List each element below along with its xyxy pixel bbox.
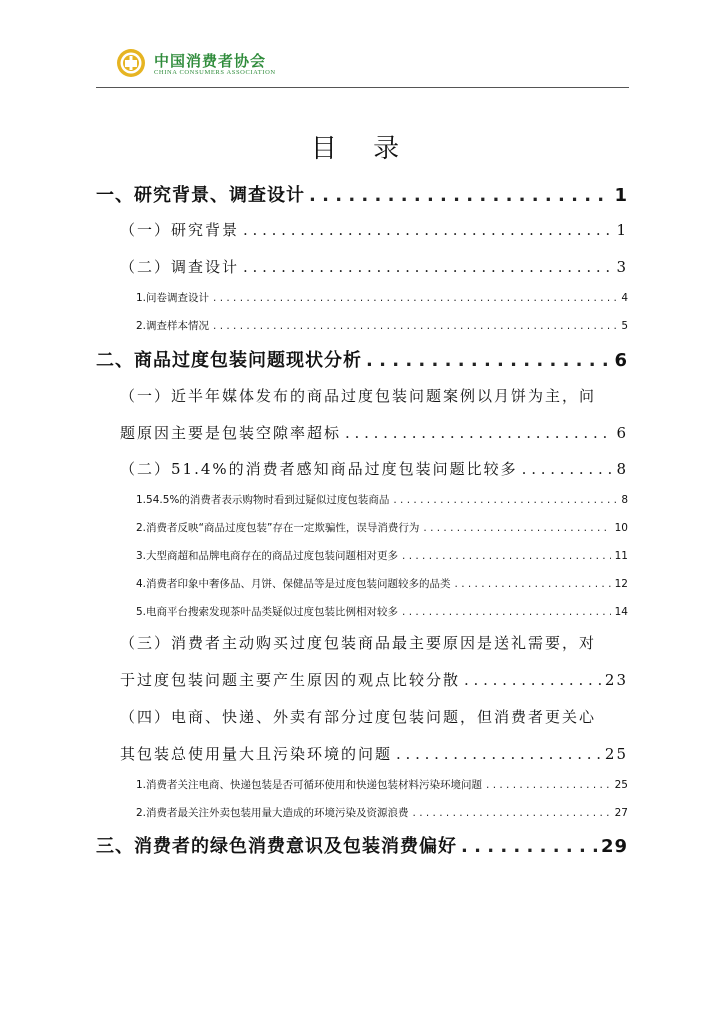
dot-leader <box>396 745 601 763</box>
toc-page-number: 5 <box>621 320 628 332</box>
dot-leader <box>402 550 611 562</box>
toc-entry-text: （一）研究背景 <box>120 221 240 239</box>
toc-page-number: 27 <box>614 807 628 819</box>
toc-page-number: 8 <box>621 494 628 506</box>
dot-leader <box>243 221 612 239</box>
dot-leader <box>464 671 601 689</box>
toc-entry-text: 其包装总使用量大且污染环境的问题 <box>120 745 393 763</box>
toc-entry-section-2-2-1[interactable] <box>136 492 628 507</box>
toc-entry-text: 三、消费者的绿色消费意识及包装消费偏好 <box>96 836 457 857</box>
dot-leader <box>393 494 617 506</box>
toc-entry-section-1-1[interactable] <box>120 219 628 240</box>
dot-leader <box>243 258 612 276</box>
toc-page-number: 14 <box>614 606 628 618</box>
header-divider <box>96 87 629 88</box>
toc-entry-text: （二）调查设计 <box>120 258 240 276</box>
toc-entry-section-2-3-line-2[interactable] <box>120 669 628 690</box>
toc-entry-text: 于过度包装问题主要产生原因的观点比较分散 <box>120 671 461 689</box>
toc-page-number: 25 <box>614 779 628 791</box>
toc-entry-section-1[interactable] <box>96 181 628 207</box>
cca-logo-icon <box>116 48 146 78</box>
toc-entry-section-3[interactable] <box>96 832 628 858</box>
dot-leader <box>402 606 611 618</box>
toc-entry-text: 1.问卷调查设计 <box>136 292 210 304</box>
dot-leader <box>213 320 617 332</box>
toc-page-number: 12 <box>614 578 628 590</box>
toc-entry-section-2-4-2[interactable] <box>136 805 628 820</box>
toc-entry-text: 2.消费者反映“商品过度包装”存在一定欺骗性，误导消费行为 <box>136 522 420 534</box>
toc-entry-text: 2.消费者最关注外卖包装用量大造成的环境污染及资源浪费 <box>136 807 409 819</box>
toc-entry-section-2-2-2[interactable] <box>136 520 628 535</box>
dot-leader <box>461 836 597 857</box>
page-header <box>96 42 629 88</box>
toc-page-number: 1 <box>616 221 628 239</box>
toc-entry-section-2-2[interactable] <box>120 458 628 479</box>
toc-entry-text: 3.大型商超和品牌电商存在的商品过度包装问题相对更多 <box>136 550 399 562</box>
dot-leader <box>309 185 610 206</box>
toc-page-number: 8 <box>616 460 628 478</box>
toc-page-number: 6 <box>616 424 628 442</box>
toc-entry-section-2-4-1[interactable] <box>136 777 628 792</box>
toc-entry-section-2-4-line-2[interactable] <box>120 743 628 764</box>
dot-leader <box>213 292 617 304</box>
page-title: 目 录 <box>310 134 414 164</box>
toc-entry-section-1-2-1[interactable] <box>136 290 628 305</box>
dot-leader <box>455 578 611 590</box>
toc-page-number: 23 <box>604 671 628 689</box>
dot-leader <box>522 460 613 478</box>
toc-page-number: 6 <box>614 350 628 371</box>
toc-entry-section-2-2-4[interactable] <box>136 576 628 591</box>
toc-page-number: 25 <box>604 745 628 763</box>
toc-entry-section-2-3-line-1[interactable]: （三）消费者主动购买过度包装商品最主要原因是送礼需要，对 <box>120 634 597 652</box>
dot-leader <box>413 807 611 819</box>
toc-page-number: 3 <box>616 258 628 276</box>
toc-entry-section-2-4-line-1[interactable]: （四）电商、快递、外卖有部分过度包装问题，但消费者更关心 <box>120 708 597 726</box>
dot-leader <box>366 350 610 371</box>
org-name-en: CHINA CONSUMERS ASSOCIATION <box>154 69 276 76</box>
toc-entry-text: 题原因主要是包装空隙率超标 <box>120 424 342 442</box>
toc-entry-text: 一、研究背景、调查设计 <box>96 185 305 206</box>
toc-page-number: 10 <box>614 522 628 534</box>
toc-entry-text: 1.54.5%的消费者表示购物时看到过疑似过度包装商品 <box>136 494 390 506</box>
toc-entry-section-2-1-line-2[interactable] <box>120 422 628 443</box>
toc-entry-section-2-2-3[interactable] <box>136 548 628 563</box>
toc-page-number: 29 <box>600 836 628 857</box>
toc-entry-section-1-2[interactable] <box>120 256 628 277</box>
toc-entry-text: （二）51.4%的消费者感知商品过度包装问题比较多 <box>120 460 518 478</box>
toc-entry-section-1-2-2[interactable] <box>136 318 628 333</box>
toc-entry-text: 1.消费者关注电商、快递包装是否可循环使用和快递包装材料污染环境问题 <box>136 779 483 791</box>
toc-entry-text: 2.调查样本情况 <box>136 320 210 332</box>
toc-entry-section-2-1-line-1[interactable]: （一）近半年媒体发布的商品过度包装问题案例以月饼为主，问 <box>120 387 597 405</box>
dot-leader <box>486 779 611 791</box>
org-name-cn: 中国消费者协会 <box>154 52 267 70</box>
dot-leader <box>345 424 612 442</box>
toc-page-number: 11 <box>614 550 628 562</box>
toc-entry-section-2-2-5[interactable] <box>136 604 628 619</box>
toc-entry-section-2[interactable] <box>96 346 628 372</box>
toc-entry-text: 5.电商平台搜索发现茶叶品类疑似过度包装比例相对较多 <box>136 606 399 618</box>
toc-page-number: 1 <box>614 185 628 206</box>
toc-entry-text: 二、商品过度包装问题现状分析 <box>96 350 362 371</box>
dot-leader <box>423 522 610 534</box>
toc-entry-text: 4.消费者印象中奢侈品、月饼、保健品等是过度包装问题较多的品类 <box>136 578 451 590</box>
toc-page-number: 4 <box>621 292 628 304</box>
